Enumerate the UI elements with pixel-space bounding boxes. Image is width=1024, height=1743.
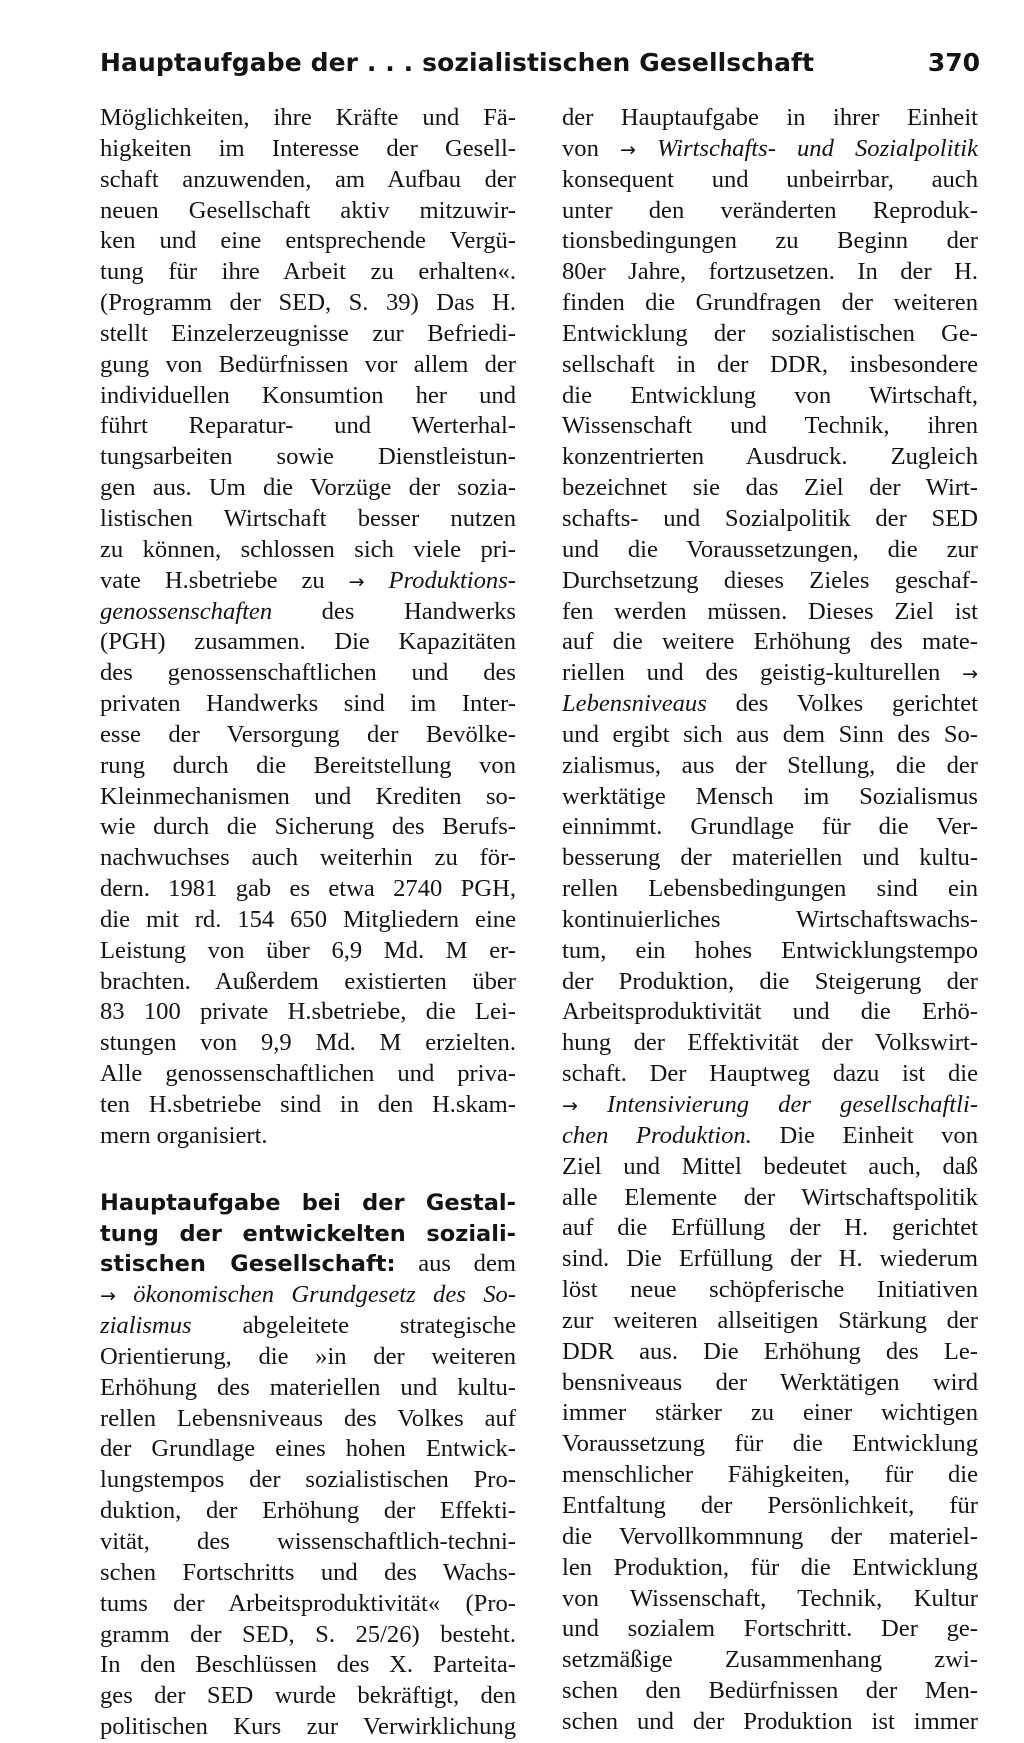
text-line: des genossenschaftlichen und des: [100, 659, 516, 687]
text-line: DDR aus. Die Erhöhung des Le-: [562, 1337, 978, 1365]
text-line: Orientierung, die »in der weiteren: [100, 1342, 516, 1370]
text-line: die Vervollkommnung der materiel-: [562, 1522, 978, 1550]
text-line: der Hauptaufgabe in ihrer Einheit: [562, 104, 978, 131]
text-run: Die Einheit von: [779, 1121, 978, 1149]
text-line: tums der Arbeitsproduktivität« (Pro-: [100, 1589, 516, 1617]
text-line: [562, 1090, 978, 1121]
text-line: sellschaft in der DDR, insbesondere: [562, 350, 978, 378]
text-line: gramm der SED, S. 25/26) besteht.: [100, 1620, 516, 1648]
text-line: schaft anzuwenden, am Aufbau der: [100, 165, 516, 193]
text-line: listischen Wirtschaft besser nutzen: [100, 504, 516, 532]
text-run: des Handwerks: [321, 597, 516, 625]
text-line: duktion, der Erhöhung der Effekti-: [100, 1497, 516, 1525]
text-line: konsequent und unbeirrbar, auch: [562, 165, 978, 193]
text-line: gung von Bedürfnissen vor allem der: [100, 350, 516, 378]
text-line: politischen Kurs zur Verwirklichung: [100, 1713, 516, 1741]
cross-reference-link[interactable]: zialismus: [100, 1312, 192, 1340]
text-line: fen werden müssen. Dieses Ziel ist: [562, 597, 978, 625]
text-run: aus dem: [418, 1250, 516, 1278]
text-line: [100, 1280, 516, 1311]
text-line: kontinuierliches Wirtschaftswachs-: [562, 905, 978, 933]
text-line: Kleinmechanismen und Krediten so-: [100, 782, 516, 810]
text-line: ges der SED wurde bekräftigt, den: [100, 1682, 516, 1710]
text-run: des Volkes gerichtet: [735, 690, 978, 718]
text-line: der Grundlage eines hohen Entwick-: [100, 1435, 516, 1463]
text-line: 80er Jahre, fortzusetzen. In der H.: [562, 258, 978, 286]
text-line: [100, 1249, 516, 1280]
entry-headword: Hauptaufgabe bei der Gestal-: [100, 1189, 516, 1216]
text-line: Entfaltung der Persönlichkeit, für: [562, 1491, 978, 1519]
text-line: finden die Grundfragen der weiteren: [562, 289, 978, 317]
cross-reference-link[interactable]: genossenschaften: [100, 597, 273, 625]
text-line: die Entwicklung von Wirtschaft,: [562, 381, 978, 409]
text-line: [100, 597, 516, 628]
text-line: ken und eine entsprechende Vergü-: [100, 227, 516, 255]
text-line: schen und der Produktion ist immer: [562, 1707, 978, 1735]
text-line: Ziel und Mittel bedeutet auch, daß: [562, 1152, 978, 1180]
text-line: [100, 1219, 516, 1250]
text-line: Durchsetzung dieses Zieles geschaf-: [562, 566, 978, 594]
text-line: In den Beschlüssen des X. Parteita-: [100, 1651, 516, 1679]
text-line: rellen Lebensniveaus des Volkes auf: [100, 1404, 516, 1432]
text-line: zialismus, aus der Stellung, die der: [562, 751, 978, 779]
text-line: lungstempos der sozialistischen Pro-: [100, 1466, 516, 1494]
text-line: schaft. Der Hauptweg dazu ist die: [562, 1060, 978, 1088]
text-line: tum, ein hohes Entwicklungstempo: [562, 936, 978, 964]
text-line: Wissenschaft und Technik, ihren: [562, 412, 978, 440]
text-line: der Produktion, die Steigerung der: [562, 967, 978, 995]
text-line: mern organisiert.: [100, 1121, 268, 1149]
cross-reference-arrow-icon: →: [562, 1095, 578, 1117]
text-line: dern. 1981 gab es etwa 2740 PGH,: [100, 875, 516, 903]
text-line: brachten. Außerdem existierten über: [100, 967, 516, 995]
left-column: [100, 103, 516, 1743]
text-line: vität, des wissenschaftlich-techni-: [100, 1527, 516, 1555]
cross-reference-link[interactable]: Intensivierung der gesellschaftli-: [607, 1091, 978, 1118]
text-line: esse der Versorgung der Bevölke-: [100, 720, 516, 748]
text-line: Möglichkeiten, ihre Kräfte und Fä-: [100, 104, 516, 131]
text-line: 83 100 private H.sbetriebe, die Lei-: [100, 998, 516, 1026]
text-line: rellen Lebensbedingungen sind ein: [562, 875, 978, 903]
text-line: (PGH) zusammen. Die Kapazitäten: [100, 628, 516, 656]
text-line: tung für ihre Arbeit zu erhalten«.: [100, 258, 516, 286]
right-column: [562, 103, 978, 1738]
text-line: führt Reparatur- und Werterhal-: [100, 412, 516, 440]
text-line: setzmäßige Zusammenhang zwi-: [562, 1646, 978, 1674]
cross-reference-arrow-icon: →: [962, 663, 978, 686]
text-line: nachwuchses auch weiterhin zu för-: [100, 844, 516, 872]
entry-headword: tung der entwickelten soziali-: [100, 1220, 516, 1247]
text-line: [562, 1121, 978, 1152]
text-line: [562, 658, 978, 689]
text-line: schen den Bedürfnissen der Men-: [562, 1677, 978, 1705]
text-line: neuen Gesellschaft aktiv mitzuwir-: [100, 196, 516, 224]
text-line: [562, 134, 978, 165]
running-head-title: Hauptaufgabe der . . . sozialistischen Gesellschaft: [100, 48, 815, 77]
text-line: [100, 566, 516, 597]
text-line: hung der Effektivität der Volkswirt-: [562, 1029, 978, 1057]
text-line: menschlicher Fähigkeiten, für die: [562, 1461, 978, 1489]
running-head: [100, 48, 980, 88]
text-line: privaten Handwerks sind im Inter-: [100, 690, 516, 718]
text-line: und ergibt sich aus dem Sinn des So-: [562, 720, 978, 748]
text-line: Voraussetzung für die Entwicklung: [562, 1430, 978, 1458]
text-line: [562, 689, 978, 720]
text-line: konzentrierten Ausdruck. Zugleich: [562, 443, 978, 471]
entry-headword: stischen Gesellschaft:: [100, 1251, 396, 1278]
text-line: Alle genossenschaftlichen und priva-: [100, 1060, 516, 1088]
entry-handwerk-continuation: [100, 103, 516, 1152]
text-line: rung durch die Bereitstellung von: [100, 751, 516, 779]
text-line: stellt Einzelerzeugnisse zur Befriedi-: [100, 319, 516, 347]
text-line: die mit rd. 154 650 Mitgliedern eine: [100, 905, 516, 933]
text-line: zu können, schlossen sich viele pri-: [100, 535, 516, 563]
paragraph-gap: [100, 1152, 516, 1188]
text-line: higkeiten im Interesse der Gesell-: [100, 134, 516, 162]
text-line: [100, 1311, 516, 1342]
cross-reference-link[interactable]: Produktions-: [388, 566, 516, 594]
text-line: [100, 1188, 516, 1219]
cross-reference-arrow-icon: →: [100, 1285, 116, 1308]
text-line: unter den veränderten Reproduk-: [562, 196, 978, 224]
text-line: von Wissenschaft, Technik, Kultur: [562, 1584, 978, 1612]
text-line: zur weiteren allseitigen Stärkung der: [562, 1306, 978, 1334]
text-run: von: [562, 134, 599, 162]
text-run: vate H.sbetriebe zu: [100, 566, 325, 594]
text-line: ten H.sbetriebe sind in den H.skam-: [100, 1091, 516, 1118]
text-line: bensniveaus der Werktätigen wird: [562, 1368, 978, 1396]
text-line: len Produktion, für die Entwicklung: [562, 1553, 978, 1581]
text-run: abgeleitete strategische: [242, 1312, 516, 1340]
text-line: werktätige Mensch im Sozialismus: [562, 782, 978, 810]
text-line: Entwicklung der sozialistischen Ge-: [562, 319, 978, 347]
text-line: gen aus. Um die Vorzüge der sozia-: [100, 474, 516, 502]
text-line: löst neue schöpferische Initiativen: [562, 1276, 978, 1304]
cross-reference-link[interactable]: ökonomischen Grundgesetz des So-: [133, 1281, 516, 1309]
text-line: schen Fortschritts und des Wachs-: [100, 1558, 516, 1586]
text-line: tungsarbeiten sowie Dienstleistun-: [100, 443, 516, 471]
entry-hauptaufgabe: [100, 1188, 516, 1743]
text-line: tionsbedingungen zu Beginn der: [562, 227, 978, 255]
cross-reference-link[interactable]: chen Produktion.: [562, 1121, 752, 1149]
cross-reference-link[interactable]: Lebensniveaus: [562, 690, 707, 718]
text-line: auf die Erfüllung der H. gerichtet: [562, 1214, 978, 1242]
text-line: und sozialem Fortschritt. Der ge-: [562, 1615, 978, 1643]
text-line: individuellen Konsumtion her und: [100, 381, 516, 409]
text-line: Leistung von über 6,9 Md. M er-: [100, 936, 516, 964]
text-line: wie durch die Sicherung des Berufs-: [100, 813, 516, 841]
text-line: Arbeitsproduktivität und die Erhö-: [562, 998, 978, 1026]
text-line: schafts- und Sozialpolitik der SED: [562, 504, 978, 532]
cross-reference-arrow-icon: →: [348, 570, 365, 593]
cross-reference-link[interactable]: Wirtschafts- und Sozialpolitik: [657, 134, 978, 162]
text-line: auf die weitere Erhöhung des mate-: [562, 628, 978, 656]
text-line: bezeichnet sie das Ziel der Wirt-: [562, 474, 978, 502]
text-line: und die Voraussetzungen, die zur: [562, 535, 978, 563]
cross-reference-arrow-icon: →: [620, 138, 636, 161]
text-line: einnimmt. Grundlage für die Ver-: [562, 813, 978, 841]
page-number: 370: [927, 48, 980, 77]
text-line: (Programm der SED, S. 39) Das H.: [100, 289, 516, 317]
text-line: sind. Die Erfüllung der H. wiederum: [562, 1245, 978, 1273]
text-line: alle Elemente der Wirtschaftspolitik: [562, 1183, 978, 1211]
text-line: besserung der materiellen und kultu-: [562, 844, 978, 872]
text-run: riellen und des geistig-kulturellen: [562, 659, 941, 687]
text-line: stungen von 9,9 Md. M erzielten.: [100, 1029, 516, 1057]
text-line: Erhöhung des materiellen und kultu-: [100, 1373, 516, 1401]
text-line: immer stärker zu einer wichtigen: [562, 1399, 978, 1427]
